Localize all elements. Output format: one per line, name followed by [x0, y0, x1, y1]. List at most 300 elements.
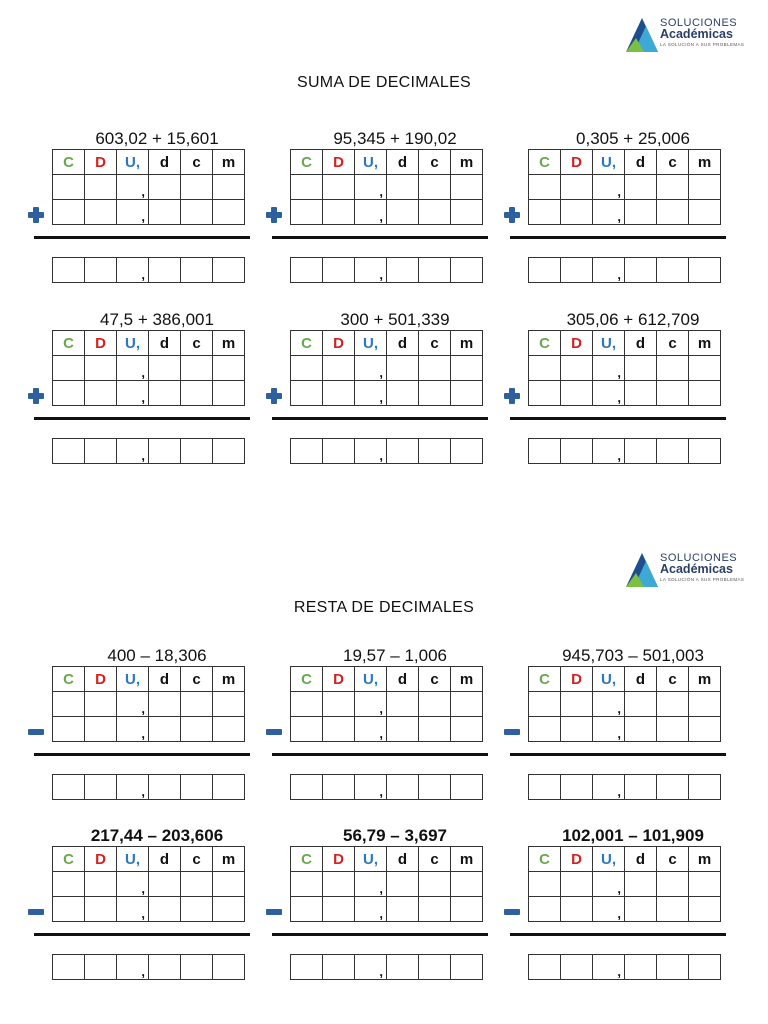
result-digit-cell[interactable]: [529, 775, 561, 800]
result-digit-cell[interactable]: [657, 955, 689, 980]
result-digit-cell[interactable]: [593, 258, 625, 283]
column-label: D: [571, 670, 582, 688]
digit-cell[interactable]: [387, 200, 419, 225]
result-digit-cell[interactable]: [323, 955, 355, 980]
result-digit-cell[interactable]: [323, 439, 355, 464]
digit-cell[interactable]: [625, 897, 657, 922]
digit-cell[interactable]: [53, 175, 85, 200]
problem-expression: 19,57 – 1,006: [343, 646, 447, 665]
result-digit-cell[interactable]: [117, 775, 149, 800]
digit-cell[interactable]: [355, 175, 387, 200]
suma-title: SUMA DE DECIMALES: [296, 74, 472, 91]
digit-cell[interactable]: [593, 381, 625, 406]
digit-cell[interactable]: [387, 872, 419, 897]
digit-cell[interactable]: [117, 200, 149, 225]
digit-cell[interactable]: [323, 175, 355, 200]
result-digit-cell[interactable]: [451, 258, 483, 283]
digit-cell[interactable]: [323, 200, 355, 225]
digit-cell[interactable]: [625, 356, 657, 381]
logo-mountain-icon: [624, 14, 660, 54]
operand-row: [53, 356, 245, 381]
digit-cell[interactable]: [53, 872, 85, 897]
digit-cell[interactable]: [561, 175, 593, 200]
operand-row: [291, 356, 483, 381]
decimal-comma: ,: [617, 881, 621, 896]
digit-cell[interactable]: [561, 717, 593, 742]
result-digit-cell[interactable]: [529, 258, 561, 283]
digit-cell[interactable]: [181, 872, 213, 897]
result-row: [290, 954, 483, 980]
result-digit-cell[interactable]: [117, 955, 149, 980]
digit-cell[interactable]: [625, 381, 657, 406]
result-digit-cell[interactable]: [387, 955, 419, 980]
column-label: D: [333, 850, 344, 868]
digit-cell[interactable]: [689, 872, 721, 897]
digit-cell[interactable]: [657, 381, 689, 406]
result-digit-cell[interactable]: [451, 775, 483, 800]
result-digit-cell[interactable]: [181, 775, 213, 800]
digit-cell[interactable]: [657, 175, 689, 200]
column-header-d: [625, 150, 657, 175]
column-header-D: [561, 847, 593, 872]
digit-cell[interactable]: [689, 175, 721, 200]
column-header-m: [213, 667, 245, 692]
digit-cell[interactable]: [689, 717, 721, 742]
operand-row: [529, 356, 721, 381]
digit-cell[interactable]: [355, 717, 387, 742]
digit-cell[interactable]: [149, 381, 181, 406]
digit-cell[interactable]: [291, 692, 323, 717]
digit-cell[interactable]: [355, 897, 387, 922]
result-digit-cell[interactable]: [625, 258, 657, 283]
result-digit-cell[interactable]: [529, 955, 561, 980]
digit-cell[interactable]: [625, 872, 657, 897]
digit-cell[interactable]: [181, 897, 213, 922]
result-digit-cell[interactable]: [53, 775, 85, 800]
digit-cell[interactable]: [561, 897, 593, 922]
result-digit-cell[interactable]: [561, 439, 593, 464]
result-cells: [529, 955, 721, 980]
column-label: c: [192, 153, 201, 171]
result-digit-cell[interactable]: [53, 258, 85, 283]
decimal-comma: ,: [617, 448, 621, 463]
decimal-comma: ,: [617, 701, 621, 716]
result-digit-cell[interactable]: [85, 955, 117, 980]
digit-cell[interactable]: [561, 872, 593, 897]
result-digit-cell[interactable]: [85, 775, 117, 800]
digit-cell[interactable]: [593, 717, 625, 742]
digit-cell[interactable]: [593, 175, 625, 200]
digit-cell[interactable]: [117, 717, 149, 742]
digit-cell[interactable]: [85, 175, 117, 200]
result-cells: [291, 439, 483, 464]
digit-cell[interactable]: [149, 897, 181, 922]
digit-cell[interactable]: [387, 356, 419, 381]
digit-cell[interactable]: [323, 897, 355, 922]
result-digit-cell[interactable]: [149, 439, 181, 464]
digit-cell[interactable]: [355, 692, 387, 717]
result-digit-cell[interactable]: [355, 439, 387, 464]
digit-cell[interactable]: [213, 717, 245, 742]
result-digit-cell[interactable]: [419, 439, 451, 464]
column-header-m: [451, 667, 483, 692]
result-line: [510, 417, 726, 420]
result-digit-cell[interactable]: [213, 258, 245, 283]
column-header-C: [53, 150, 85, 175]
digit-cell[interactable]: [85, 717, 117, 742]
result-digit-cell[interactable]: [291, 258, 323, 283]
column-header-D: [85, 150, 117, 175]
digit-cell[interactable]: [529, 872, 561, 897]
decimal-comma-header: ,: [373, 670, 378, 688]
result-digit-cell[interactable]: [657, 439, 689, 464]
column-header-C: [53, 667, 85, 692]
result-digit-cell[interactable]: [419, 775, 451, 800]
result-row: [528, 257, 721, 283]
result-digit-cell[interactable]: [181, 439, 213, 464]
result-digit-cell[interactable]: [657, 775, 689, 800]
digit-cell[interactable]: [387, 175, 419, 200]
digit-cell[interactable]: [529, 175, 561, 200]
result-digit-cell[interactable]: [117, 258, 149, 283]
digit-cell[interactable]: [149, 692, 181, 717]
digit-cell[interactable]: [657, 356, 689, 381]
digit-cell[interactable]: [419, 897, 451, 922]
result-digit-cell[interactable]: [561, 955, 593, 980]
result-digit-cell[interactable]: [355, 955, 387, 980]
result-digit-cell[interactable]: [625, 955, 657, 980]
digit-cell[interactable]: [419, 692, 451, 717]
column-header-U: [117, 150, 149, 175]
digit-cell[interactable]: [529, 200, 561, 225]
digit-cell[interactable]: [291, 717, 323, 742]
digit-cell[interactable]: [149, 175, 181, 200]
result-digit-cell[interactable]: [419, 258, 451, 283]
result-digit-cell[interactable]: [689, 775, 721, 800]
result-digit-cell[interactable]: [529, 439, 561, 464]
column-label: C: [63, 850, 74, 868]
digit-cell[interactable]: [451, 200, 483, 225]
digit-cell[interactable]: [291, 872, 323, 897]
digit-cell[interactable]: [657, 692, 689, 717]
digit-cell[interactable]: [593, 200, 625, 225]
place-value-grid: [290, 330, 483, 406]
column-label: C: [301, 850, 312, 868]
column-header-m: [213, 847, 245, 872]
result-digit-cell[interactable]: [625, 439, 657, 464]
digit-cell[interactable]: [451, 872, 483, 897]
digit-cell[interactable]: [419, 356, 451, 381]
digit-cell[interactable]: [117, 356, 149, 381]
column-label: d: [397, 850, 408, 868]
digit-cell[interactable]: [149, 872, 181, 897]
column-header-D: [323, 847, 355, 872]
header-row: [529, 331, 721, 356]
digit-cell[interactable]: [53, 692, 85, 717]
decimal-comma: ,: [141, 448, 145, 463]
place-value-grid: [528, 846, 721, 922]
digit-cell[interactable]: [149, 356, 181, 381]
problem-expression: 47,5 + 386,001: [100, 310, 214, 329]
plus-icon: [504, 388, 520, 404]
result-digit-cell[interactable]: [593, 775, 625, 800]
digit-cell[interactable]: [53, 356, 85, 381]
digit-cell[interactable]: [181, 381, 213, 406]
result-digit-cell[interactable]: [149, 955, 181, 980]
decimal-comma: ,: [379, 726, 383, 741]
column-label: U: [124, 334, 136, 352]
digit-cell[interactable]: [689, 200, 721, 225]
column-label: m: [459, 334, 474, 352]
digit-cell[interactable]: [213, 692, 245, 717]
digit-cell[interactable]: [529, 356, 561, 381]
result-digit-cell[interactable]: [657, 258, 689, 283]
digit-cell[interactable]: [291, 897, 323, 922]
result-digit-cell[interactable]: [181, 955, 213, 980]
digit-cell[interactable]: [593, 872, 625, 897]
digit-cell[interactable]: [689, 356, 721, 381]
column-label: U: [124, 850, 136, 868]
digit-cell[interactable]: [291, 175, 323, 200]
digit-cell[interactable]: [451, 356, 483, 381]
digit-cell[interactable]: [323, 356, 355, 381]
digit-cell[interactable]: [149, 717, 181, 742]
result-digit-cell[interactable]: [291, 775, 323, 800]
digit-cell[interactable]: [419, 200, 451, 225]
result-digit-cell[interactable]: [181, 258, 213, 283]
digit-cell[interactable]: [657, 897, 689, 922]
column-header-d: [625, 667, 657, 692]
place-value-grid: [528, 666, 721, 742]
result-digit-cell[interactable]: [213, 439, 245, 464]
digit-cell[interactable]: [625, 200, 657, 225]
digit-cell[interactable]: [181, 692, 213, 717]
digit-cell[interactable]: [387, 897, 419, 922]
digit-cell[interactable]: [85, 692, 117, 717]
decimal-comma-header: ,: [373, 850, 378, 868]
result-digit-cell[interactable]: [149, 775, 181, 800]
digit-cell[interactable]: [593, 692, 625, 717]
digit-cell[interactable]: [53, 381, 85, 406]
digit-cell[interactable]: [213, 897, 245, 922]
digit-cell[interactable]: [323, 692, 355, 717]
result-digit-cell[interactable]: [387, 258, 419, 283]
column-header-m: [689, 667, 721, 692]
digit-cell[interactable]: [181, 200, 213, 225]
digit-cell[interactable]: [561, 356, 593, 381]
digit-cell[interactable]: [213, 175, 245, 200]
digit-cell[interactable]: [451, 897, 483, 922]
digit-cell[interactable]: [529, 692, 561, 717]
digit-cell[interactable]: [657, 872, 689, 897]
digit-cell[interactable]: [213, 356, 245, 381]
column-header-D: [323, 667, 355, 692]
decimal-comma: ,: [617, 184, 621, 199]
result-digit-cell[interactable]: [355, 775, 387, 800]
digit-cell[interactable]: [291, 356, 323, 381]
digit-cell[interactable]: [85, 381, 117, 406]
digit-cell[interactable]: [451, 692, 483, 717]
column-header-D: [85, 667, 117, 692]
decimal-comma-header: ,: [135, 153, 140, 171]
column-header-c: [181, 847, 213, 872]
digit-cell[interactable]: [85, 872, 117, 897]
digit-cell[interactable]: [689, 897, 721, 922]
result-digit-cell[interactable]: [387, 439, 419, 464]
digit-cell[interactable]: [181, 175, 213, 200]
problem-sub-5: [270, 826, 510, 991]
decimal-comma-header: ,: [373, 334, 378, 352]
column-label: U: [362, 153, 374, 171]
digit-cell[interactable]: [387, 717, 419, 742]
result-digit-cell[interactable]: [451, 439, 483, 464]
column-label: D: [571, 153, 582, 171]
result-line: [34, 933, 250, 936]
digit-cell[interactable]: [419, 872, 451, 897]
digit-cell[interactable]: [117, 692, 149, 717]
digit-cell[interactable]: [291, 381, 323, 406]
digit-cell[interactable]: [323, 717, 355, 742]
digit-cell[interactable]: [355, 356, 387, 381]
digit-cell[interactable]: [53, 717, 85, 742]
digit-cell[interactable]: [213, 381, 245, 406]
digit-cell[interactable]: [593, 897, 625, 922]
digit-cell[interactable]: [451, 717, 483, 742]
decimal-comma: ,: [617, 964, 621, 979]
digit-cell[interactable]: [689, 381, 721, 406]
digit-cell[interactable]: [181, 717, 213, 742]
digit-cell[interactable]: [689, 692, 721, 717]
digit-cell[interactable]: [323, 381, 355, 406]
column-label: D: [95, 670, 106, 688]
result-digit-cell[interactable]: [117, 439, 149, 464]
column-header-d: [149, 667, 181, 692]
result-digit-cell[interactable]: [561, 258, 593, 283]
result-digit-cell[interactable]: [689, 955, 721, 980]
digit-cell[interactable]: [657, 200, 689, 225]
column-header-d: [149, 150, 181, 175]
digit-cell[interactable]: [213, 872, 245, 897]
digit-cell[interactable]: [53, 897, 85, 922]
decimal-comma: ,: [379, 964, 383, 979]
digit-cell[interactable]: [85, 200, 117, 225]
digit-cell[interactable]: [529, 717, 561, 742]
operand-row: [291, 200, 483, 225]
digit-cell[interactable]: [593, 356, 625, 381]
digit-cell[interactable]: [181, 356, 213, 381]
result-digit-cell[interactable]: [85, 439, 117, 464]
result-digit-cell[interactable]: [323, 775, 355, 800]
digit-cell[interactable]: [117, 175, 149, 200]
result-digit-cell[interactable]: [355, 258, 387, 283]
digit-cell[interactable]: [117, 872, 149, 897]
digit-cell[interactable]: [117, 381, 149, 406]
digit-cell[interactable]: [291, 200, 323, 225]
result-digit-cell[interactable]: [291, 955, 323, 980]
column-label: D: [333, 670, 344, 688]
digit-cell[interactable]: [451, 381, 483, 406]
digit-cell[interactable]: [53, 200, 85, 225]
column-header-d: [387, 667, 419, 692]
result-row: [52, 774, 245, 800]
digit-cell[interactable]: [149, 200, 181, 225]
digit-cell[interactable]: [419, 717, 451, 742]
minus-icon: [266, 724, 282, 740]
result-line: [34, 753, 250, 756]
problem-sum-1: [32, 129, 272, 294]
result-digit-cell[interactable]: [419, 955, 451, 980]
result-digit-cell[interactable]: [323, 258, 355, 283]
digit-cell[interactable]: [561, 381, 593, 406]
result-digit-cell[interactable]: [149, 258, 181, 283]
result-cells: [53, 439, 245, 464]
digit-cell[interactable]: [529, 381, 561, 406]
digit-cell[interactable]: [85, 356, 117, 381]
digit-cell[interactable]: [323, 872, 355, 897]
digit-cell[interactable]: [117, 897, 149, 922]
result-digit-cell[interactable]: [53, 955, 85, 980]
place-value-grid: [528, 330, 721, 406]
column-header-c: [181, 150, 213, 175]
result-digit-cell[interactable]: [625, 775, 657, 800]
result-digit-cell[interactable]: [53, 439, 85, 464]
column-label: D: [95, 334, 106, 352]
digit-cell[interactable]: [451, 175, 483, 200]
result-digit-cell[interactable]: [213, 775, 245, 800]
digit-cell[interactable]: [355, 381, 387, 406]
decimal-comma: ,: [379, 881, 383, 896]
column-label: U: [600, 334, 612, 352]
digit-cell[interactable]: [387, 692, 419, 717]
digit-cell[interactable]: [561, 692, 593, 717]
digit-cell[interactable]: [561, 200, 593, 225]
result-cells: [529, 258, 721, 283]
column-header-C: [529, 331, 561, 356]
result-digit-cell[interactable]: [689, 439, 721, 464]
digit-cell[interactable]: [419, 175, 451, 200]
result-digit-cell[interactable]: [387, 775, 419, 800]
result-digit-cell[interactable]: [593, 439, 625, 464]
digit-cell[interactable]: [625, 717, 657, 742]
digit-cell[interactable]: [213, 200, 245, 225]
column-label: d: [635, 670, 646, 688]
result-digit-cell[interactable]: [689, 258, 721, 283]
digit-cell[interactable]: [657, 717, 689, 742]
column-header-C: [291, 150, 323, 175]
digit-cell[interactable]: [625, 175, 657, 200]
result-digit-cell[interactable]: [291, 439, 323, 464]
logo-tagline: LA SOLUCIÓN A SUS PROBLEMAS: [660, 577, 745, 582]
result-digit-cell[interactable]: [561, 775, 593, 800]
result-row: [528, 438, 721, 464]
decimal-comma: ,: [617, 784, 621, 799]
digit-cell[interactable]: [419, 381, 451, 406]
digit-cell[interactable]: [387, 381, 419, 406]
column-label: U: [362, 334, 374, 352]
result-digit-cell[interactable]: [213, 955, 245, 980]
digit-cell[interactable]: [355, 200, 387, 225]
digit-cell[interactable]: [355, 872, 387, 897]
result-cells: [53, 775, 245, 800]
decimal-comma-header: ,: [611, 670, 616, 688]
digit-cell[interactable]: [625, 692, 657, 717]
result-digit-cell[interactable]: [593, 955, 625, 980]
result-digit-cell[interactable]: [451, 955, 483, 980]
result-digit-cell[interactable]: [85, 258, 117, 283]
digit-cell[interactable]: [529, 897, 561, 922]
column-header-D: [561, 150, 593, 175]
digit-cell[interactable]: [85, 897, 117, 922]
